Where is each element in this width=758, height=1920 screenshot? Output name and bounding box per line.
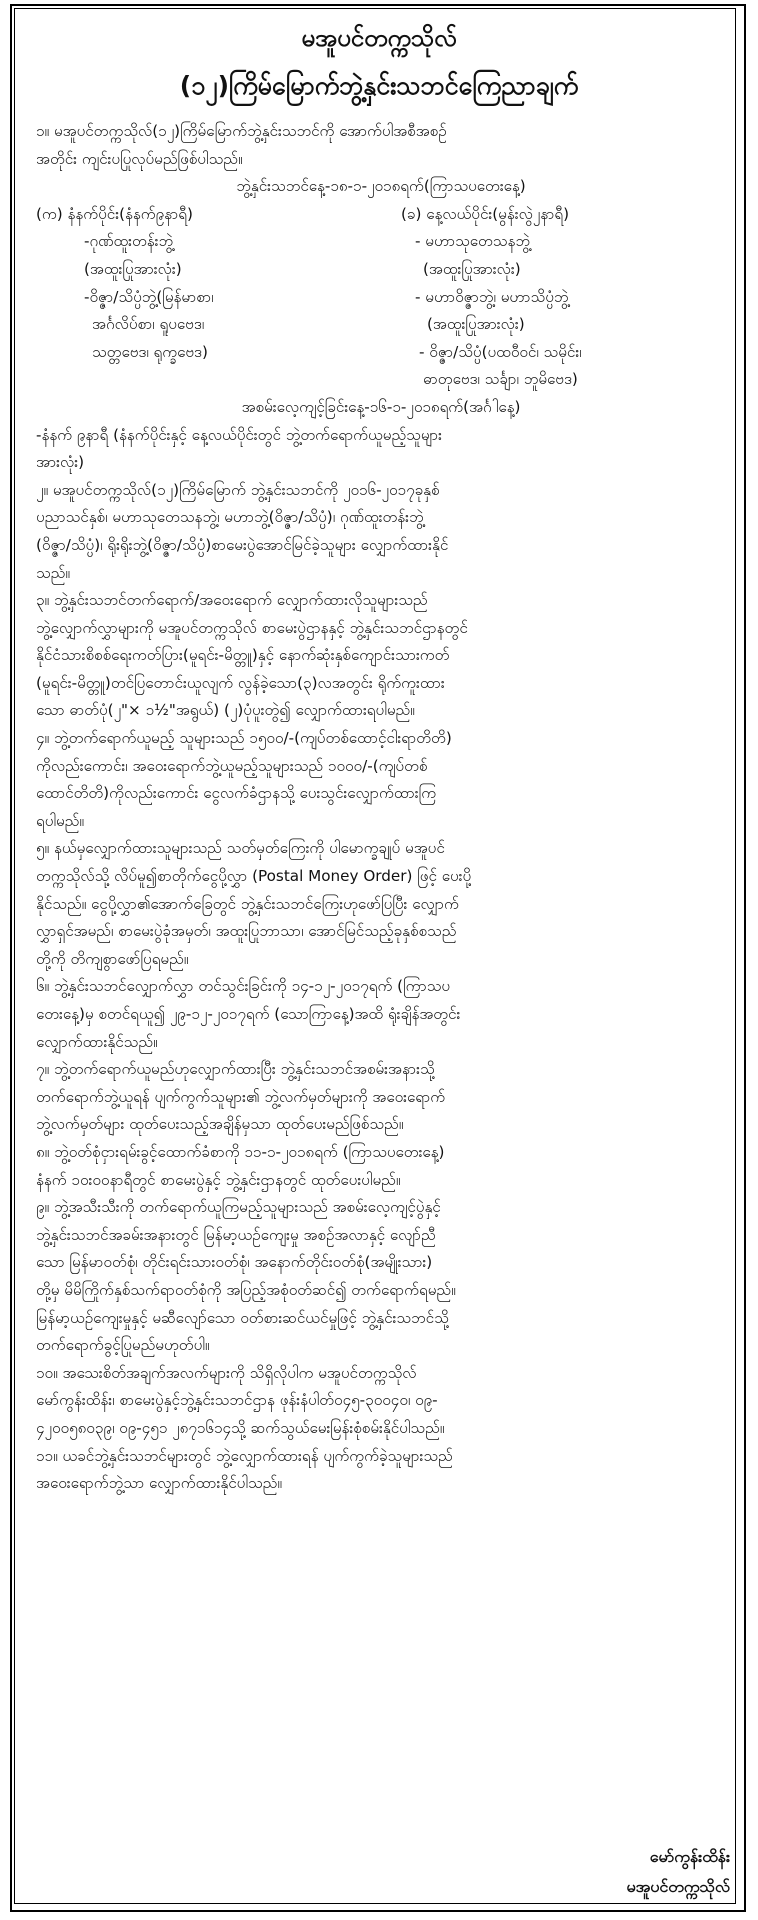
paragraph-9-line: ဘွဲ့နှင်းသဘင်အခမ်းအနားတွင် မြန်မာ့ယဉ်ကျေးမှု အစဉ်အလာနှင့် လျော်ညီ <box>36 1225 436 1244</box>
paragraph-6-line: ၆။ ဘွဲ့နှင်းသဘင်လျှောက်လွှာ တင်သွင်းခြင်းကို ၁၄-၁၂-၂၀၁၇ရက် (ကြာသပ <box>36 977 451 996</box>
paragraph-5-line: တို့ကို တိကျစွာဖော်ပြရမည်။ <box>36 949 189 968</box>
paragraph-11-line: အဝေးရောက်ဘွဲ့သာ လျှောက်ထားနိုင်ပါသည်။ <box>36 1474 282 1493</box>
morning-session-heading: (က) နံနက်ပိုင်း(နံနက်၉နာရီ) <box>36 204 193 223</box>
evening-session-heading: (ခ) နေ့လယ်ပိုင်း(မွန်းလွဲ၂နာရီ) <box>401 204 570 223</box>
paragraph-2-line: (ဝိဇ္ဇာ/သိပ္ပံ)၊ ရိုးရိုးဘွဲ့(ဝိဇ္ဇာ/သိပ္ပံ)စာမေးပွဲအောင်မြင်ခဲ့သူများ လျှောက်ထားနိုင် <box>36 535 449 554</box>
session-row <box>36 366 726 394</box>
paragraph-9-line: ၉။ ဘွဲ့အသီးသီးကို တက်ရောက်ယူကြမည့်သူများသည် အစမ်းလေ့ကျင့်ပွဲနှင့် <box>36 1198 441 1217</box>
announcement-body <box>36 118 726 1498</box>
morning-degree-item: -ဂုဏ်ထူးတန်းဘွဲ့ <box>84 232 174 251</box>
paragraph-1-line: ၁။ မအူပင်တက္ကသိုလ်(၁၂)ကြိမ်မြောက်ဘွဲ့နှင်းသဘင်ကို အောက်ပါအစီအစဉ် <box>36 122 447 140</box>
university-name: မအူပင်တက္ကသိုလ် <box>301 24 457 52</box>
paragraph-11-line: ၁၁။ ယခင်ဘွဲ့နှင်းသဘင်များတွင် ဘွဲ့လျှောက်ထားရန် ပျက်ကွက်ခဲ့သူများသည် <box>36 1446 453 1465</box>
paragraph-3-line: သော ဓာတ်ပုံ(၂"× ၁½"အရွယ်) (၂)ပုံပူးတွဲ၍ လျှောက်ထားရပါမည်။ <box>36 701 415 720</box>
morning-degree-item: အင်္ဂလိပ်စာ၊ ရူပဗေဒ၊ <box>92 315 205 334</box>
paragraph-4-line: ကိုလည်းကောင်း၊ အဝေးရောက်ဘွဲ့ယူမည့်သူများသည် ၁၀၀၀/-(ကျပ်တစ် <box>36 756 428 775</box>
paragraph-7-line: ဘွဲ့လက်မှတ်များ ထုတ်ပေးသည့်အချိန်မှသာ ထုတ်ပေးမည်ဖြစ်သည်။ <box>36 1115 404 1134</box>
paragraph-2-line: ၂။ မအူပင်တက္ကသိုလ်(၁၂)ကြိမ်မြောက် ဘွဲ့နှင်းသဘင်ကို ၂၀၁၆-၂၀၁၇ခုနှစ် <box>36 480 440 499</box>
evening-degree-item: (အထူးပြုအားလုံး) <box>427 315 525 334</box>
paragraph-3-line: (မူရင်း-မိတ္တူ)တင်ပြတောင်းယူလျက် လွန်ခဲ့သော(၃)လအတွင်း ရိုက်ကူးထား <box>36 673 445 692</box>
paragraph-3-line: ၃။ ဘွဲ့နှင်းသဘင်တက်ရောက်/အဝေးရောက် လျှောက်ထားလိုသူများသည် <box>36 591 428 610</box>
paragraph-5-line: လွှာရှင်အမည်၊ စာမေးပွဲခုံအမှတ်၊ အထူးပြုဘာသာ၊ အောင်မြင်သည့်ခုနှစ်စသည် <box>36 922 457 941</box>
paragraph-5-line: တက္ကသိုလ်သို့ လိပ်မူ၍စာတိုက်ငွေပို့လွှာ (Postal Money Order) ဖြင့် ပေးပို့ <box>36 867 472 886</box>
evening-degree-item: - ဝိဇ္ဇာ/သိပ္ပံ(ပထဝီဝင်၊ သမိုင်း၊ <box>419 342 582 361</box>
paragraph-10-line: ၄၂၀၀၅၈၀၃၉၊ ၀၉-၄၅၁ ၂၈၇၁၆၁၄သို့ ဆက်သွယ်မေးမြန်းစုံစမ်းနိုင်ပါသည်။ <box>36 1418 445 1437</box>
signatory-org: မအူပင်တက္ကသိုလ် <box>626 1877 730 1896</box>
signatory-role: မော်ကွန်းထိန်း <box>649 1847 730 1866</box>
rehearsal-time: အားလုံး) <box>36 453 85 472</box>
paragraph-8-line: နံနက် ၁၀း၀၀နာရီတွင် စာမေးပွဲနှင့် ဘွဲ့နှင်းဌာနတွင် ထုတ်ပေးပါမည်။ <box>36 1170 401 1189</box>
paragraph-3-line: နိုင်ငံသားစိစစ်ရေးကတ်ပြား(မူရင်း-မိတ္တူ)နှင့် နောက်ဆုံးနှစ်ကျောင်းသားကတ် <box>36 646 450 665</box>
paragraph-2-line: သည်။ <box>36 563 70 582</box>
paragraph-3-line: ဘွဲ့လျှောက်လွှာများကို မအူပင်တက္ကသိုလ် စာမေးပွဲဌာနနှင့် ဘွဲ့နှင်းသဘင်ဌာနတွင် <box>36 618 468 637</box>
paragraph-6-line: လျှောက်ထားနိုင်သည်။ <box>36 1032 158 1051</box>
convocation-date: ဘွဲ့နှင်းသဘင်နေ့-၁၈-၁-၂၀၁၈ရက်(ကြာသပတေးနေ့) <box>236 177 526 196</box>
session-row <box>36 284 726 312</box>
morning-degree-item: -ဝိဇ္ဇာ/သိပ္ပံဘွဲ့(မြန်မာစာ၊ <box>84 287 214 306</box>
evening-degree-item: - မဟာသုတေသနဘွဲ့ <box>415 232 530 251</box>
paragraph-7-line: တက်ရောက်ဘွဲ့ယူရန် ပျက်ကွက်သူများ၏ ဘွဲ့လက်မှတ်များကို အဝေးရောက် <box>36 1087 446 1106</box>
morning-degree-item: (အထူးပြုအားလုံး) <box>84 259 182 278</box>
paragraph-9-line: သော မြန်မာဝတ်စုံ၊ တိုင်းရင်းသားဝတ်စုံ၊ အနောက်တိုင်းဝတ်စုံ(အမျိုးသား) <box>36 1253 433 1272</box>
paragraph-7-line: ၇။ ဘွဲ့တက်ရောက်ယူမည်ဟုလျှောက်ထားပြီး ဘွဲ့နှင်းသဘင်အစမ်းအနားသို့ <box>36 1060 435 1079</box>
session-row <box>36 228 726 256</box>
paragraph-5-line: ၅။ နယ်မှလျှောက်ထားသူများသည် သတ်မှတ်ကြေးကို ပါမောက္ခချုပ် မအူပင် <box>36 839 445 858</box>
session-columns <box>36 201 726 229</box>
paragraph-4-line: ၄။ ဘွဲ့တက်ရောက်ယူမည့် သူများသည် ၁၅၀၀/-(ကျပ်တစ်ထောင့်ငါးရာတိတိ) <box>36 729 452 748</box>
session-row <box>36 339 726 367</box>
paragraph-5-line: နိုင်သည်။ ငွေပို့လွှာ၏အောက်ခြေတွင် ဘွဲ့နှင်းသဘင်ကြေးဟုဖော်ပြပြီး လျှောက် <box>36 894 459 913</box>
paragraph-2-line: ပညာသင်နှစ်၊ မဟာသုတေသနဘွဲ့၊ မဟာဘွဲ့(ဝိဇ္ဇာ/သိပ္ပံ)၊ ဂုဏ်ထူးတန်းဘွဲ့ <box>36 508 424 527</box>
morning-degree-item: သတ္တဗေဒ၊ ရုက္ခဗေဒ) <box>92 342 208 361</box>
paragraph-4-line: ထောင်တိတိ)ကိုလည်းကောင်း ငွေလက်ခံဌာနသို့ ပေးသွင်းလျှောက်ထားကြ <box>36 784 437 803</box>
session-row <box>36 256 726 284</box>
paragraph-8-line: ၈။ ဘွဲ့ဝတ်စုံငှားရမ်းခွင့်ထောက်ခံစာကို ၁၁-၁-၂၀၁၈ရက် (ကြာသပတေးနေ့) <box>36 1142 445 1161</box>
paragraph-9-line: တက်ရောက်ခွင့်ပြုမည်မဟုတ်ပါ။ <box>36 1336 210 1355</box>
session-row <box>36 311 726 339</box>
paragraph-9-line: မြန်မာ့ယဉ်ကျေးမှုနှင့် မဆီလျော်သော ဝတ်စားဆင်ယင်မှုဖြင့် ဘွဲ့နှင်းသဘင်သို့ <box>36 1308 449 1327</box>
rehearsal-date: အစမ်းလေ့ကျင့်ခြင်းနေ့-၁၆-၁-၂၀၁၈ရက်(အင်္ဂါနေ့) <box>241 397 521 416</box>
evening-degree-item: ဓာတုဗေဒ၊ သင်္ချာ၊ ဘူမိဗေဒ) <box>423 370 578 389</box>
evening-degree-item: - မဟာဝိဇ္ဇာဘွဲ့၊ မဟာသိပ္ပံဘွဲ့ <box>415 287 569 306</box>
paragraph-6-line: တေးနေ့)မှ စတင်ရယူ၍ ၂၉-၁၂-၂၀၁၇ရက် (သောကြာနေ့)အထိ ရုံးချိန်အတွင်း <box>36 1005 461 1023</box>
announcement-title: (၁၂)ကြိမ်မြောက်ဘွဲ့နှင်းသဘင်ကြေညာချက် <box>179 71 579 100</box>
evening-degree-item: (အထူးပြုအားလုံး) <box>423 259 521 278</box>
paragraph-10-line: ၁၀။ အသေးစိတ်အချက်အလက်များကို သိရှိလိုပါက မအူပင်တက္ကသိုလ် <box>36 1363 417 1382</box>
paragraph-9-line: တို့မှ မိမိကြိုက်နှစ်သက်ရာဝတ်စုံကို အပြည့်အစုံဝတ်ဆင်၍ တက်ရောက်ရမည်။ <box>36 1280 456 1299</box>
paragraph-1-line: အတိုင်း ကျင်းပပြုလုပ်မည်ဖြစ်ပါသည်။ <box>36 149 243 168</box>
paragraph-10-line: မော်ကွန်းထိန်း၊ စာမေးပွဲနှင့်ဘွဲ့နှင်းသဘင်ဌာန ဖုန်းနံပါတ်၀၄၅-၃၀၀၄၀၊ ၀၉- <box>36 1391 438 1410</box>
empty-cell <box>36 366 387 394</box>
rehearsal-time: -နံနက် ၉နာရီ (နံနက်ပိုင်းနှင့် နေ့လယ်ပိုင်းတွင် ဘွဲ့တက်ရောက်ယူမည့်သူများ <box>36 425 443 444</box>
paragraph-4-line: ရပါမည်။ <box>36 811 84 830</box>
